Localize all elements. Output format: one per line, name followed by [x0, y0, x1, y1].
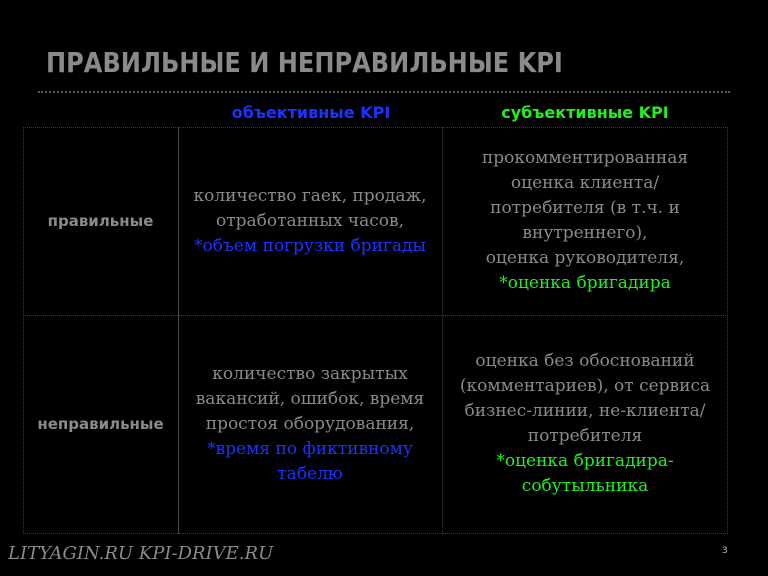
cell-correct-subjective [443, 127, 727, 315]
cell-text-line: вакансий, ошибок, время [195, 388, 425, 409]
cell-text-line: (комментариев), от сервиса [459, 376, 711, 396]
cell-text-line: прокомментированная [481, 148, 689, 168]
cell-highlight-line: *оценка бригадира- [496, 451, 674, 471]
title-divider [38, 91, 730, 93]
slide-title: ПРАВИЛЬНЫЕ И НЕПРАВИЛЬНЫЕ KPI [46, 46, 563, 79]
footer-sites: LITYAGIN.RU KPI-DRIVE.RU [8, 543, 274, 564]
page-number: 3 [722, 546, 728, 556]
cell-text-line: потребителя (в т.ч. и [490, 198, 680, 218]
cell-highlight-line: табелю [277, 463, 343, 484]
kpi-table [23, 127, 728, 534]
cell-highlight-line: *оценка бригадира [499, 273, 671, 293]
cell-text-line: количество закрытых [212, 363, 408, 384]
table-bottom-border [23, 533, 728, 534]
cell-correct-objective [178, 127, 442, 315]
table-right-border [727, 127, 728, 534]
cell-text-line: оценка руководителя, [485, 248, 685, 268]
cell-text-line: отработанных часов, [216, 210, 404, 231]
cell-incorrect-subjective [443, 315, 727, 533]
cell-text-line: внутреннего), [522, 223, 648, 243]
cell-text-line: оценка клиента/ [510, 173, 660, 193]
cell-text-line: количество гаек, продаж, [193, 185, 427, 206]
row-label-incorrect: неправильные [37, 415, 164, 433]
column-header-objective: объективные KPI [231, 103, 391, 122]
cell-highlight-line: собутыльника [521, 476, 649, 496]
cell-text-line: простоя оборудования, [205, 413, 415, 434]
cell-text-line: бизнес-линии, не-клиента/ [464, 401, 706, 421]
cell-text-line: потребителя [527, 426, 643, 446]
cell-highlight-line: *время по фиктивному [207, 438, 413, 459]
row-label-correct: правильные [47, 212, 154, 230]
cell-text-line: оценка без обоснований [475, 351, 695, 371]
cell-highlight-line: *объем погрузки бригады [194, 235, 426, 256]
column-header-subjective: субъективные KPI [501, 103, 669, 122]
cell-incorrect-objective [178, 315, 442, 533]
